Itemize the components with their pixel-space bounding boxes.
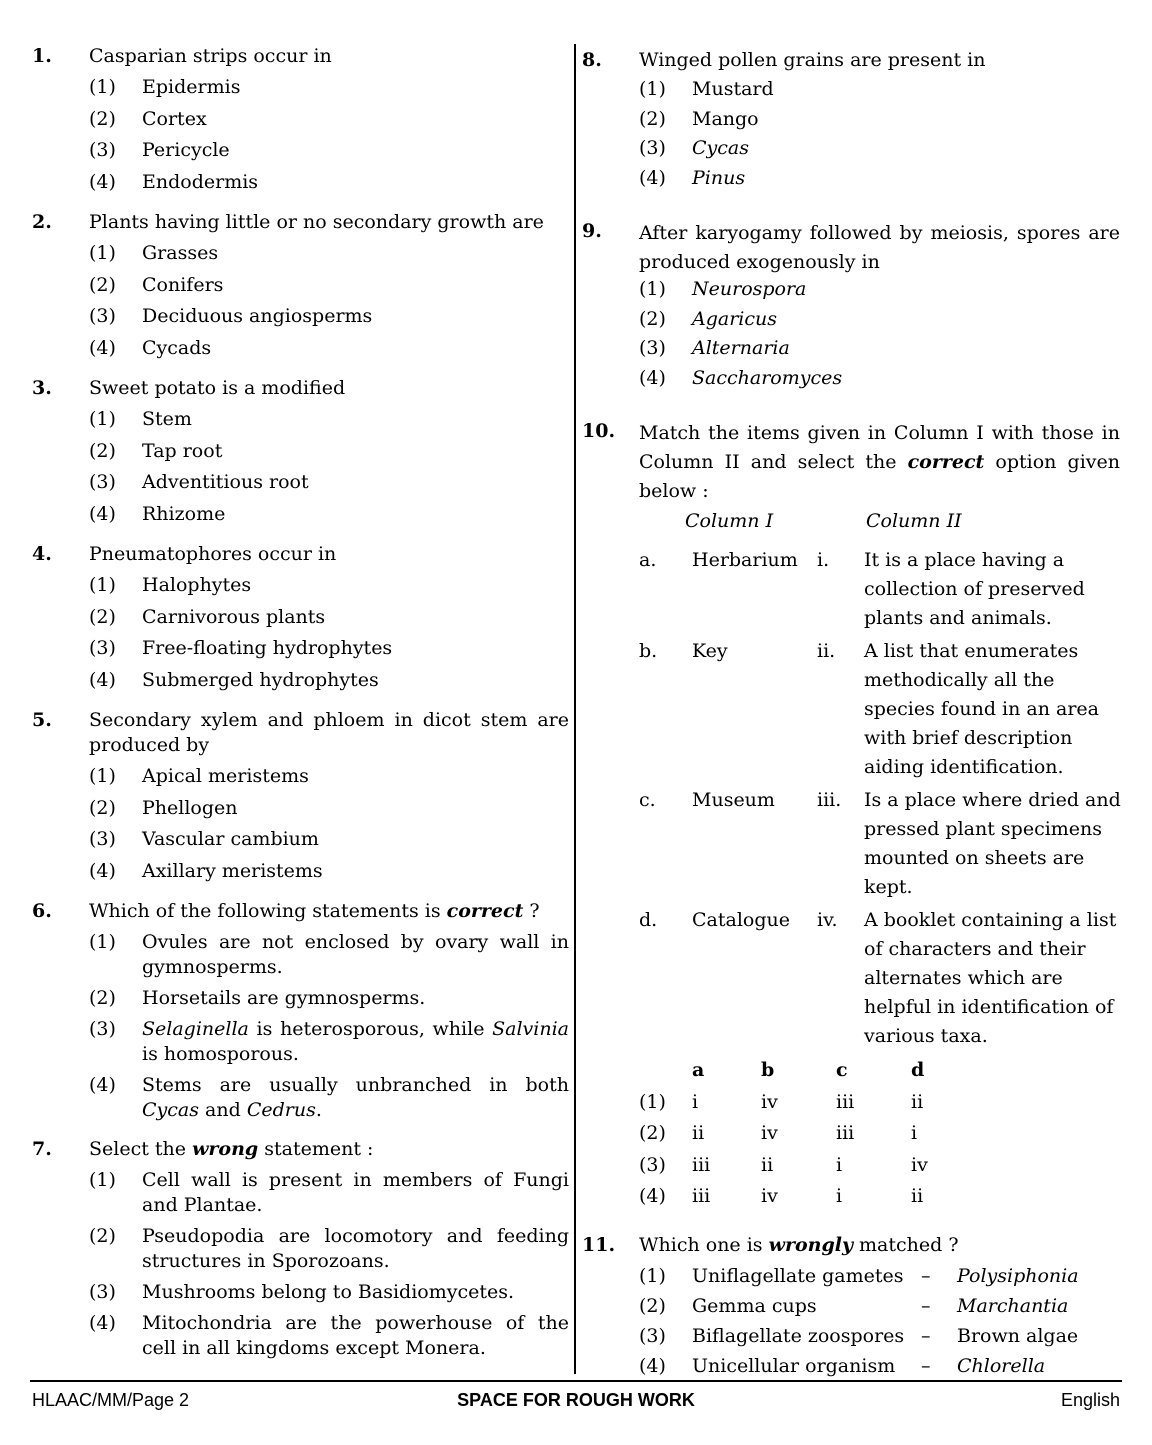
question-stem: Which of the following statements is correct ? bbox=[89, 900, 540, 922]
option-3: (3) Alternaria bbox=[639, 337, 790, 359]
question-2 bbox=[32, 210, 569, 367]
question-stem: After karyogamy followed by meiosis, spores are produced exogenously in bbox=[639, 222, 1120, 273]
option-4: (4) Endodermis bbox=[89, 170, 259, 193]
option-2: (2) Carnivorous plants bbox=[89, 605, 326, 628]
question-number: 7. bbox=[32, 1138, 52, 1160]
option-3: (3) Cycas bbox=[639, 137, 749, 159]
question-10 bbox=[582, 419, 1120, 1213]
question-stem: Select the wrong statement : bbox=[89, 1138, 374, 1160]
pair-option-1: (1) Uniflagellate gametes – Polysiphonia bbox=[639, 1264, 1079, 1287]
option-4: (4) Saccharomyces bbox=[639, 366, 843, 389]
option-2: (2) Conifers bbox=[89, 273, 224, 296]
rough-work-label: SPACE FOR ROUGH WORK bbox=[457, 1390, 695, 1410]
match-row-c: c. Museum iii. Is a place where dried and pressed plant specimens mounted on sheets are kept. bbox=[639, 789, 1121, 898]
question-4 bbox=[32, 542, 569, 699]
answer-grid bbox=[639, 1055, 1120, 1213]
right-column bbox=[582, 44, 1120, 1381]
question-number: 3. bbox=[32, 377, 52, 399]
question-stem: Match the items given in Column I with those in Column II and select the correct option given below : bbox=[639, 422, 1121, 502]
question-9 bbox=[582, 219, 1120, 395]
column-2-header: Column II bbox=[866, 510, 962, 532]
option-3: (3) Free-floating hydrophytes bbox=[89, 637, 393, 659]
question-number: 2. bbox=[32, 211, 52, 233]
question-stem: Sweet potato is a modified bbox=[89, 377, 346, 399]
option-1: (1) Cell wall is present in members of Fungi and Plantae. bbox=[89, 1169, 569, 1216]
question-stem: Winged pollen grains are present in bbox=[639, 49, 986, 71]
match-row-d: d. Catalogue iv. A booklet containing a list of characters and their alternates which are helpful in identification of various taxa. bbox=[639, 909, 1117, 1047]
option-3: (3) Pericycle bbox=[89, 139, 230, 161]
match-column-headers bbox=[639, 510, 1120, 540]
option-4: (4) Mitochondria are the powerhouse of the cell in all kingdoms except Monera. bbox=[89, 1312, 569, 1359]
question-stem: Casparian strips occur in bbox=[89, 45, 332, 67]
option-2: (2) Pseudopodia are locomotory and feeding structures in Sporozoans. bbox=[89, 1225, 569, 1272]
option-3: (3) Mushrooms belong to Basidiomycetes. bbox=[89, 1281, 515, 1303]
question-number: 5. bbox=[32, 709, 52, 731]
option-4: (4) Cycads bbox=[89, 336, 212, 359]
option-2: (2) Tap root bbox=[89, 439, 223, 462]
question-stem: Pneumatophores occur in bbox=[89, 543, 337, 565]
question-number: 8. bbox=[582, 49, 602, 71]
option-2: (2) Horsetails are gymnosperms. bbox=[89, 987, 426, 1009]
option-3: (3) Adventitious root bbox=[89, 471, 309, 493]
question-number: 11. bbox=[582, 1233, 616, 1256]
option-1: (1) Neurospora bbox=[639, 278, 807, 300]
answer-option-2: (2) ii iv iii i bbox=[639, 1122, 918, 1144]
question-stem: Secondary xylem and phloem in dicot stem are produced by bbox=[89, 709, 569, 756]
question-number: 9. bbox=[582, 220, 602, 242]
question-number: 10. bbox=[582, 420, 616, 442]
option-1: (1) Halophytes bbox=[89, 574, 252, 596]
column-1-header: Column I bbox=[685, 510, 774, 532]
match-row-b: b. Key ii. A list that enumerates methodically all the species found in an area with brief description aiding identification. bbox=[639, 640, 1099, 778]
option-2: (2) Phellogen bbox=[89, 796, 238, 819]
question-stem: Which one is wrongly matched ? bbox=[639, 1233, 959, 1256]
question-number: 1. bbox=[32, 45, 52, 67]
option-3: (3) Vascular cambium bbox=[89, 828, 319, 850]
question-7 bbox=[32, 1137, 569, 1361]
question-11 bbox=[582, 1233, 1120, 1381]
option-1: (1) Epidermis bbox=[89, 76, 241, 98]
pair-option-2: (2) Gemma cups – Marchantia bbox=[639, 1294, 1069, 1317]
answer-option-1: (1) i iv iii ii bbox=[639, 1090, 924, 1113]
column-divider bbox=[574, 44, 576, 1374]
match-row-a: a. Herbarium i. It is a place having a collection of preserved plants and animals. bbox=[639, 549, 1085, 629]
question-3 bbox=[32, 376, 569, 533]
option-1: (1) Apical meristems bbox=[89, 765, 309, 787]
footer-rule bbox=[30, 1380, 1122, 1382]
question-stem: Plants having little or no secondary growth are bbox=[89, 211, 544, 233]
answer-option-3: (3) iii ii i iv bbox=[639, 1153, 928, 1176]
pair-option-4: (4) Unicellular organism – Chlorella bbox=[639, 1354, 1046, 1377]
option-3: (3) Deciduous angiosperms bbox=[89, 305, 373, 327]
option-4: (4) Submerged hydrophytes bbox=[89, 668, 379, 691]
question-number: 4. bbox=[32, 543, 52, 565]
option-2: (2) Agaricus bbox=[639, 307, 777, 330]
option-4: (4) Axillary meristems bbox=[89, 859, 323, 882]
left-column bbox=[32, 44, 569, 1361]
question-8 bbox=[582, 48, 1120, 195]
option-4: (4) Pinus bbox=[639, 166, 746, 189]
option-4: (4) Rhizome bbox=[89, 502, 226, 525]
option-1: (1) Stem bbox=[89, 408, 192, 430]
page-code: HLAAC/MM/Page 2 bbox=[32, 1390, 190, 1410]
option-1: (1) Grasses bbox=[89, 242, 219, 264]
option-2: (2) Mango bbox=[639, 107, 759, 130]
answer-option-4: (4) iii iv i ii bbox=[639, 1185, 924, 1207]
option-2: (2) Cortex bbox=[89, 107, 207, 130]
option-3: (3) Selaginella is heterosporous, while Salvinia is homosporous. bbox=[89, 1018, 569, 1065]
question-1 bbox=[32, 44, 569, 201]
option-4: (4) Stems are usually unbranched in both Cycas and Cedrus. bbox=[89, 1074, 569, 1121]
language-label: English bbox=[1060, 1390, 1120, 1410]
question-number: 6. bbox=[32, 900, 52, 922]
option-1: (1) Ovules are not enclosed by ovary wall in gymnosperms. bbox=[89, 931, 569, 978]
question-6 bbox=[32, 899, 569, 1123]
question-5 bbox=[32, 708, 569, 890]
pair-option-3: (3) Biflagellate zoospores – Brown algae bbox=[639, 1324, 1079, 1347]
answer-grid-header: a b c d bbox=[692, 1059, 925, 1081]
option-1: (1) Mustard bbox=[639, 78, 774, 100]
